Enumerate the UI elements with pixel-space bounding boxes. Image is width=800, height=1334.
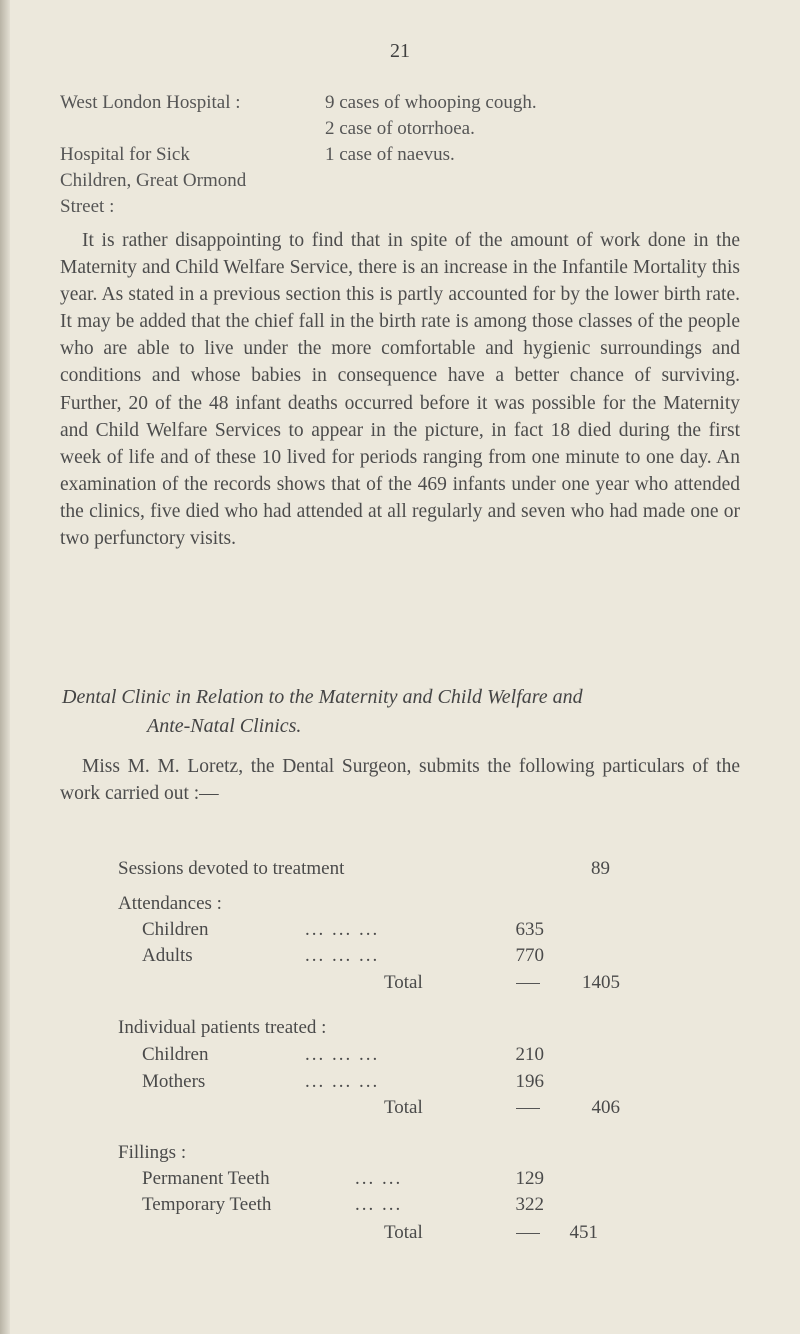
stats-value: 89: [591, 858, 610, 879]
stats-total-value: 406: [591, 1097, 620, 1118]
mortality-paragraph: It is rather disappointing to find that in spite of the amount of work done in the Maternity and Child Welfare Service, there is an increase in the Infantile Mortality this year. As stated in a previous section this is partly accounted for by the lower birth rate. It may be added that the chief fall in the birth rate is among those classes of the people who are able to live under the more comfortable and hygienic surroundings and conditions and whose babies in consequence have a better chance of surviving. Further, 20 of the 48 infant deaths occurred before it was possible for the Maternity and Child Welfare Services to appear in the picture, in fact 18 died during the first week of life and of these 10 lived for periods ranging from one minute to one day. An examination of the records shows that of the 469 infants under one year who attended the clinics, five died who had attended at all regularly and seven who had made one or two perfunctory visits.: [60, 230, 740, 550]
stats-label: Mothers: [142, 1071, 206, 1092]
page-binding-edge: [0, 0, 10, 1334]
hospital-note: 9 cases of whooping cough.: [325, 92, 537, 113]
stats-row-attendance-adults: [0, 944, 800, 968]
hospital-name-line: Street :: [60, 196, 115, 217]
stats-row-fillings-permanent: [0, 1167, 800, 1191]
section-heading-line1: Dental Clinic in Relation to the Maternity and Child Welfare and: [62, 686, 583, 708]
dental-intro: Miss M. M. Loretz, the Dental Surgeon, submits the following particulars of the work carried out :—: [60, 756, 740, 804]
total-dash: [516, 1233, 540, 1234]
stats-heading-fillings: [0, 1141, 800, 1165]
stats-value: 210: [515, 1044, 544, 1065]
dot-leader: ... ... ...: [305, 1071, 380, 1092]
hospital-note: 2 case of otorrhoea.: [325, 118, 475, 139]
stats-label: Permanent Teeth: [142, 1168, 270, 1189]
stats-heading-attendances: [0, 892, 800, 916]
hospital-name-line: West London Hospital :: [60, 92, 241, 113]
hospital-notes-west-london: [325, 90, 745, 142]
stats-value: 770: [515, 945, 544, 966]
stats-label: Sessions devoted to treatment: [118, 858, 345, 879]
stats-row-patients-total: [0, 1096, 800, 1120]
hospital-notes-great-ormond: [325, 142, 745, 168]
stats-row-fillings-temporary: [0, 1193, 800, 1217]
dot-leader: ... ...: [355, 1168, 403, 1189]
dot-leader: ... ... ...: [305, 919, 380, 940]
dot-leader: ... ... ...: [305, 1044, 380, 1065]
total-dash: [516, 983, 540, 984]
stats-row-fillings-total: [0, 1221, 800, 1245]
hospital-name-great-ormond: [60, 142, 310, 220]
stats-group-title: Fillings :: [118, 1142, 187, 1163]
stats-total-label: Total: [384, 972, 423, 993]
stats-value: 129: [515, 1168, 544, 1189]
stats-label: Temporary Teeth: [142, 1194, 272, 1215]
stats-row-attendance-children: [0, 918, 800, 942]
stats-label: Children: [142, 919, 209, 940]
stats-total-label: Total: [384, 1222, 423, 1243]
hospital-name-line: Hospital for Sick: [60, 144, 190, 165]
stats-row-sessions: [0, 857, 800, 881]
stats-value: 322: [515, 1194, 544, 1215]
stats-group-title: Attendances :: [118, 893, 222, 914]
stats-row-patients-mothers: [0, 1070, 800, 1094]
hospital-name-line: Children, Great Ormond: [60, 170, 247, 191]
section-heading: [62, 683, 742, 741]
stats-row-attendance-total: [0, 971, 800, 995]
dot-leader: ... ...: [355, 1194, 403, 1215]
stats-heading-patients: [0, 1016, 800, 1040]
stats-group-title: Individual patients treated :: [118, 1017, 327, 1038]
total-dash: [516, 1108, 540, 1109]
stats-total-value: 451: [569, 1222, 598, 1243]
stats-total-value: 1405: [582, 972, 620, 993]
stats-total-label: Total: [384, 1097, 423, 1118]
hospital-name-west-london: [60, 90, 310, 116]
stats-label: Adults: [142, 945, 193, 966]
dot-leader: ... ... ...: [305, 945, 380, 966]
page-number: 21: [390, 40, 410, 62]
stats-label: Children: [142, 1044, 209, 1065]
section-heading-line2: Ante-Natal Clinics.: [147, 715, 302, 737]
stats-value: 196: [515, 1071, 544, 1092]
stats-row-patients-children: [0, 1043, 800, 1067]
hospital-note: 1 case of naevus.: [325, 144, 455, 165]
stats-value: 635: [515, 919, 544, 940]
